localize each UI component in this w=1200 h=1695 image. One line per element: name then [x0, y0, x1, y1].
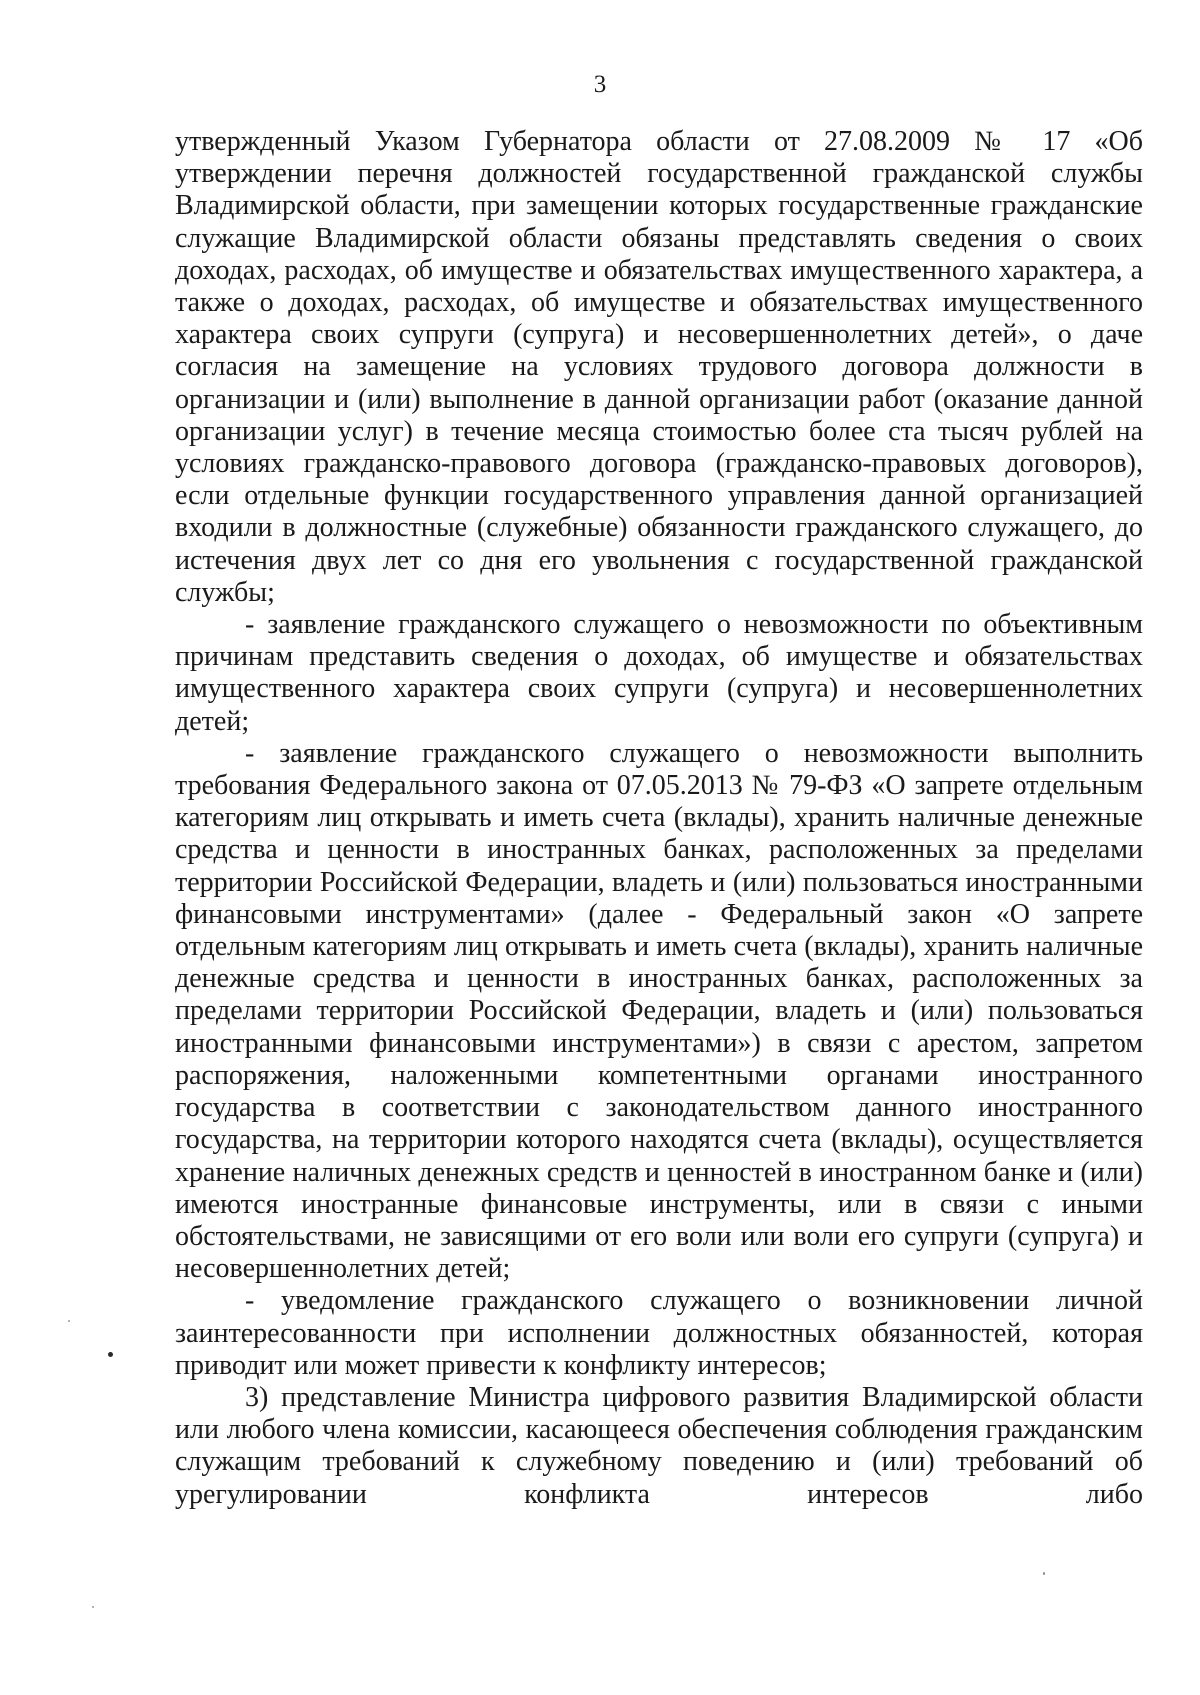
paragraph-notification-conflict-of-interest: - уведомление гражданского служащего о возникновении личной заинтересованности при исполнении должностных обязанностей, которая приводит или может привести к конфликту интересов; — [175, 1285, 1143, 1381]
paragraph-statement-impossibility-income-info: - заявление гражданского служащего о невозможности по объективным причинам представить сведения о доходах, об имуществе и обязательствах имущественного характера своих супруги (супруга) и несовершеннолетних детей; — [175, 609, 1143, 737]
scan-speck — [92, 1606, 94, 1608]
paragraph-decree-continuation: утвержденный Указом Губернатора области от 27.08.2009 № 17 «Об утверждении перечня должностей государственной гражданской службы Владимирской области, при замещении которых государственные гражданские служащие Владимирской области обязаны представлять сведения о своих доходах, расходах, об имуществе и обязательствах имущественного характера, а также о доходах, расходах, об имуществе и обязательствах имущественного характера своих супруги (супруга) и несовершеннолетних детей», о даче согласия на замещение на условиях трудового договора должности в организации и (или) выполнение в данной организации работ (оказание данной организации услуг) в течение месяца стоимостью более ста тысяч рублей на условиях гражданско-правового договора (гражданско-правовых договоров), если отдельные функции государственного управления данной организацией входили в должностные (служебные) обязанности гражданского служащего, до истечения двух лет со дня его увольнения с государственной гражданской службы; — [175, 126, 1143, 608]
page-number: 3 — [593, 71, 607, 98]
scan-speck — [108, 1352, 113, 1357]
scan-speck — [1043, 1572, 1045, 1575]
paragraph-minister-submission: 3) представление Министра цифрового развития Владимирской области или любого члена комиссии, касающееся обеспечения соблюдения гражданским служащим требований к служебному поведению и (или) требований об урегулировании конфликта интересов либо — [175, 1381, 1143, 1510]
document-body — [175, 126, 1143, 1511]
paragraph-statement-impossibility-federal-law: - заявление гражданского служащего о невозможности выполнить требования Федерального закона от 07.05.2013 № 79-ФЗ «О запрете отдельным категориям лиц открывать и иметь счета (вклады), хранить наличные денежные средства и ценности в иностранных банках, расположенных за пределами территории Российской Федерации, владеть и (или) пользоваться иностранными финансовыми инструментами» (далее - Федеральный закон «О запрете отдельным категориям лиц открывать и иметь счета (вклады), хранить наличные денежные средства и ценности в иностранных банках, расположенных за пределами территории Российской Федерации, владеть и (или) пользоваться иностранными финансовыми инструментами») в связи с арестом, запретом распоряжения, наложенными компетентными органами иностранного государства в соответствии с законодательством данного иностранного государства, на территории которого находятся счета (вклады), осуществляется хранение наличных денежных средств и ценностей в иностранном банке и (или) имеются иностранные финансовые инструменты, или в связи с иными обстоятельствами, не зависящими от его воли или воли его супруги (супруга) и несовершеннолетних детей; — [175, 737, 1143, 1285]
scan-speck — [68, 1320, 70, 1322]
